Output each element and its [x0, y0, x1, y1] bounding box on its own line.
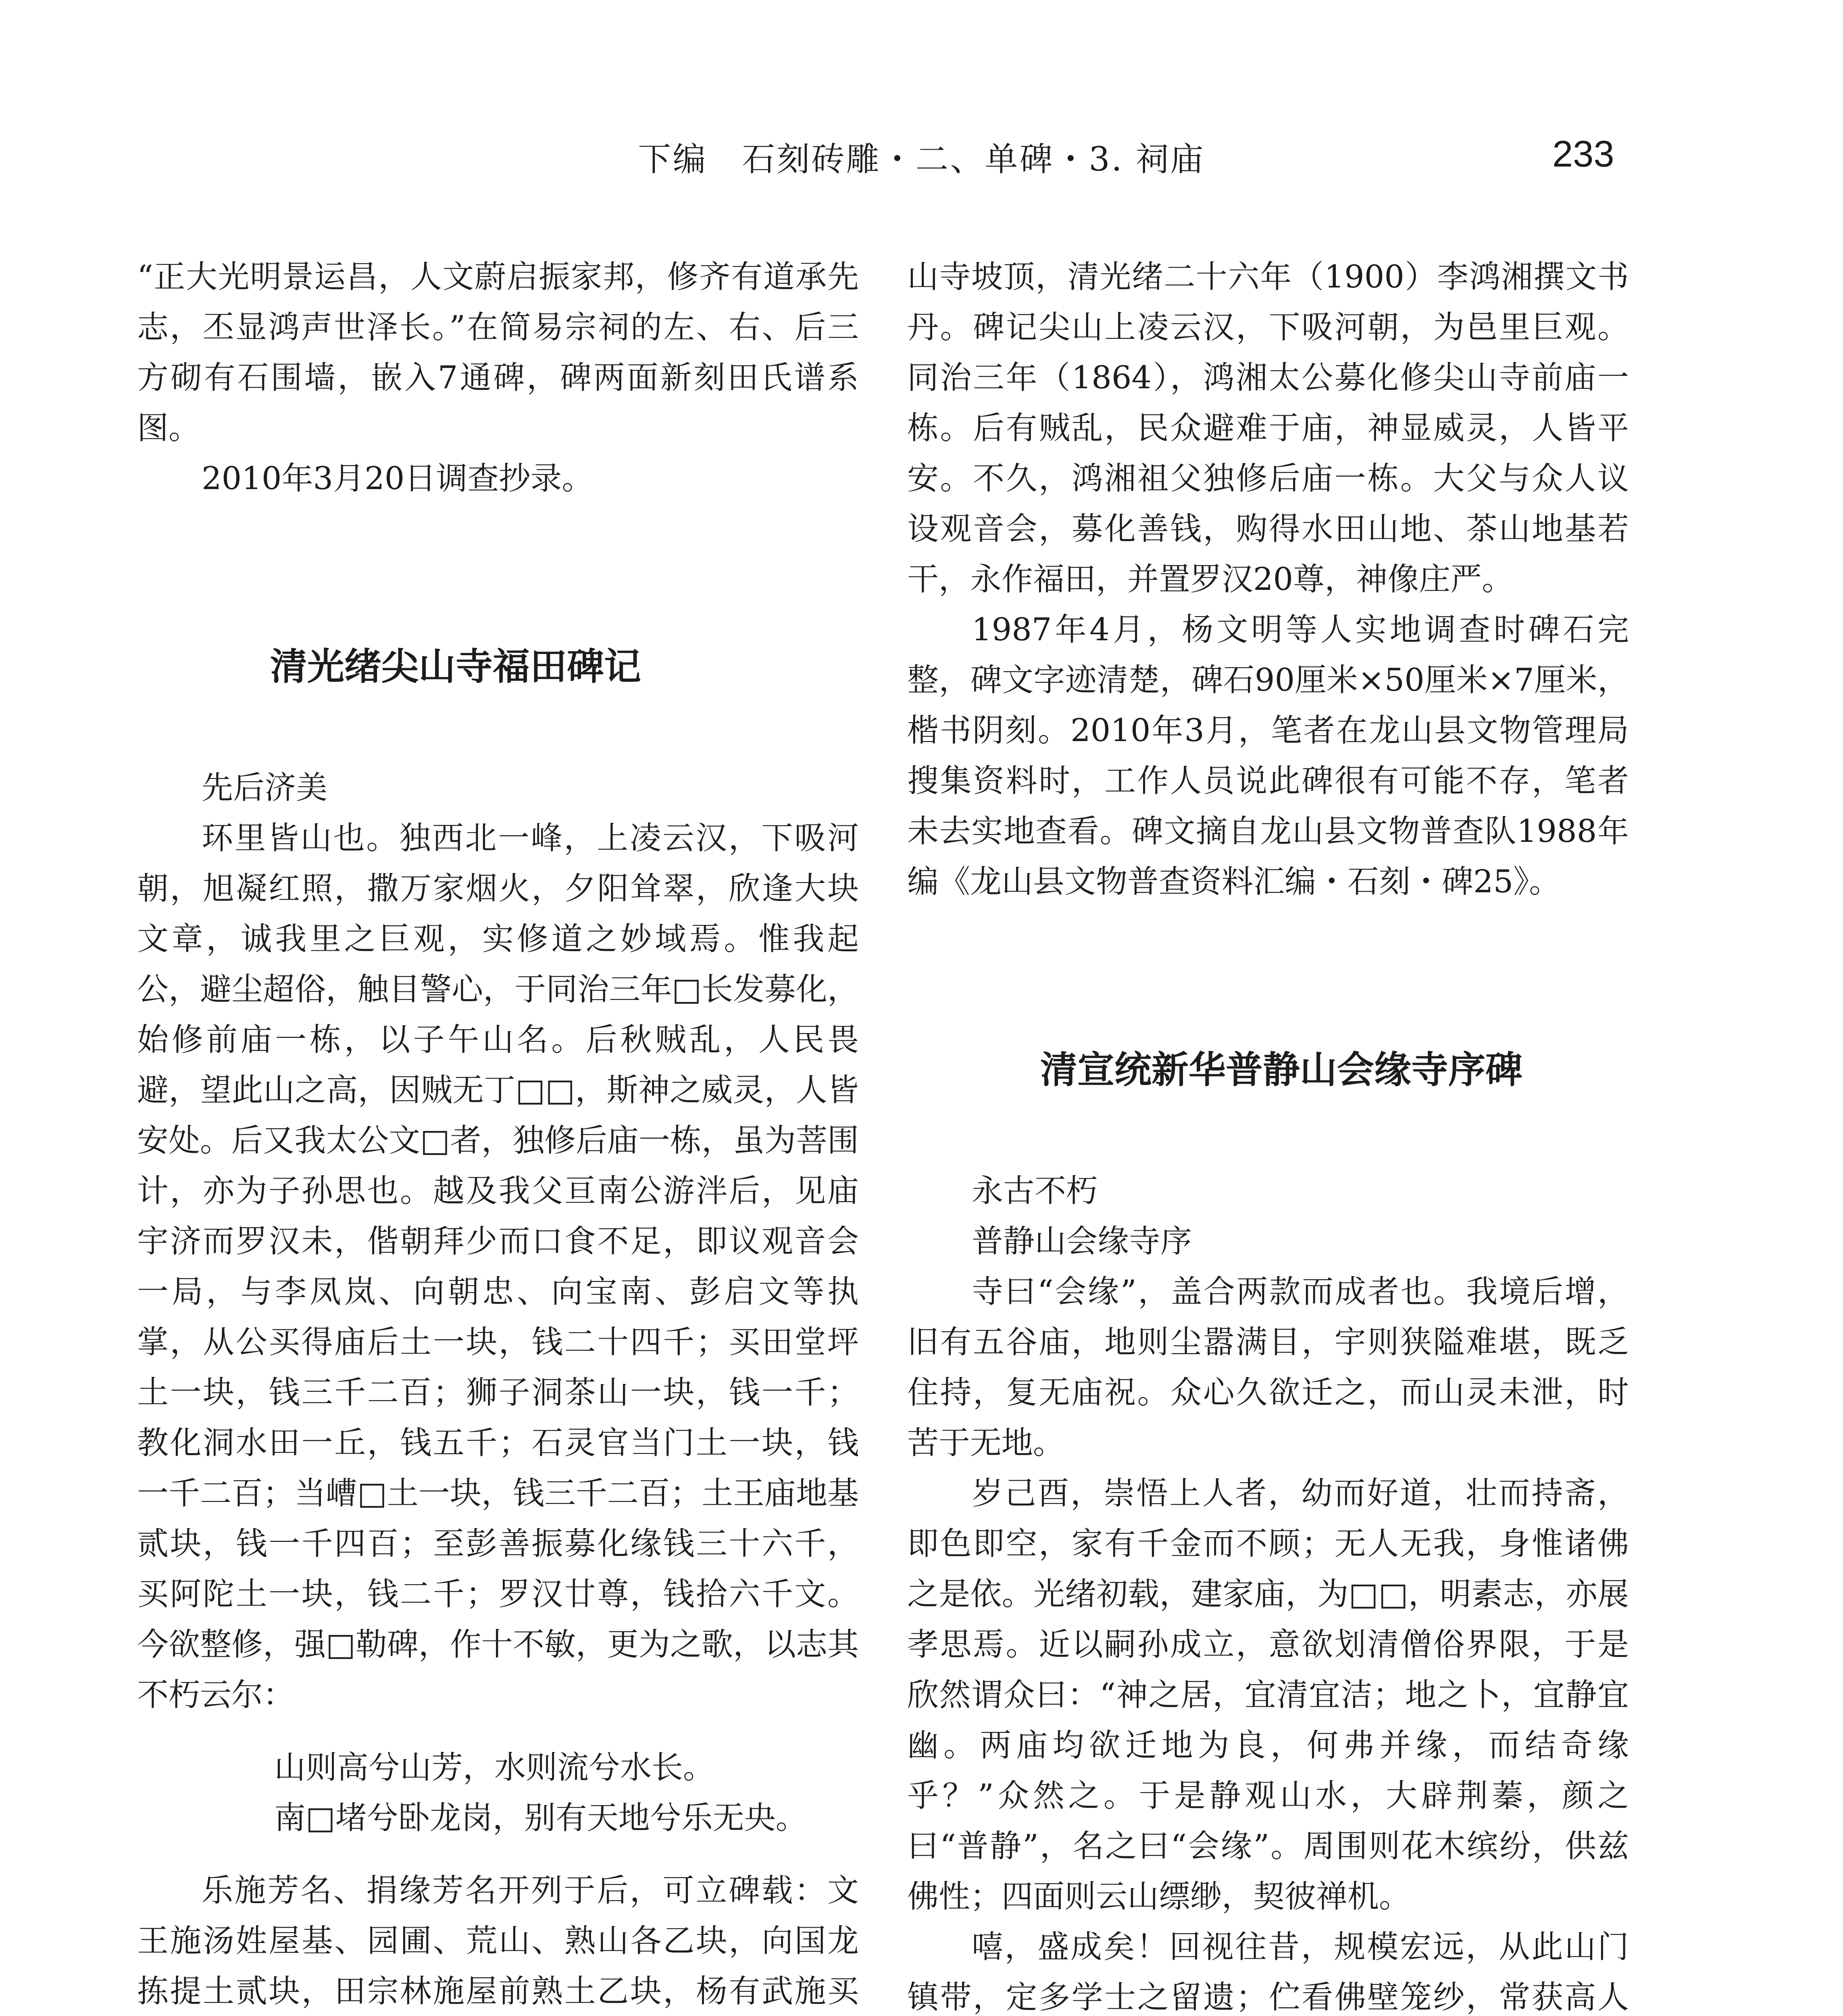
inscription-heading: 先后济美	[202, 770, 328, 806]
running-header: 下编 石刻砖雕・二、单碑・3. 祠庙	[638, 140, 1205, 179]
verse-line-1: 山则高兮山芳，水则流兮水长。	[274, 1749, 715, 1786]
section-title-huiyuan: 清宣统新华普静山会缘寺序碑	[1040, 1048, 1523, 1091]
left-column	[137, 252, 859, 2016]
intro-paragraph: “正大光明景运昌，人文蔚启振家邦，修齐有道承先志，丕显鸿声世泽长。”在简易宗祠的左、右、后三方砌有石围墙，嵌入7通碑，碑两面新刻田氏谱系图。	[137, 259, 859, 446]
page-number: 233	[1552, 133, 1614, 175]
inscription-heading-2: 普静山会缘寺序	[972, 1223, 1192, 1260]
preface-paragraph-1: 寺曰“会缘”，盖合两款而成者也。我境后增，旧有五谷庙，地则尘嚣满目，宇则狭隘难堪，既乏住持，复无庙祝。众心久欲迁之，而山灵未泄，时苦于无地。	[907, 1274, 1629, 1461]
preface-paragraph-3: 嘻，盛成矣！回视往昔，规模宏远，从此山门镇带，定多学士之留遗；伫看佛壁笼纱，常获高人	[907, 1929, 1629, 2016]
editor-note-continued: 山寺坡顶，清光绪二十六年（1900）李鸿湘撰文书丹。碑记尖山上凌云汉，下吸河朝，为邑里巨观。同治三年（1864），鸿湘太公募化修尖山寺前庙一栋。后有贼乱，民众避难于庙，神显威灵，人皆平安。不久，鸿湘祖父独修后庙一栋。大父与众人议设观音会，募化善钱，购得水田山地、茶山地基若干，永作福田，并置罗汉20尊，神像庄严。	[907, 259, 1629, 598]
verse-line-2: 南□堵兮卧龙岗，别有天地兮乐无央。	[274, 1800, 807, 1836]
survey-paragraph: 1987年4月，杨文明等人实地调查时碑石完整，碑文字迹清楚，碑石90厘米×50厘米×7厘米，楷书阴刻。2010年3月，笔者在龙山县文物管理局搜集资料时，工作人员说此碑很有可能不存，笔者未去实地查看。碑文摘自龙山县文物普查队1988年编《龙山县文物普查资料汇编・石刻・碑25》。	[907, 612, 1629, 900]
donors-paragraph: 乐施芳名、捐缘芳名开列于后，可立碑载：文王施汤姓屋基、园圃、荒山、熟山各乙块，向国龙拣提土贰块，田宗林施屋前熟土乙块，杨有武施买	[137, 1872, 859, 2010]
inscription-body: 环里皆山也。独西北一峰，上凌云汉，下吸河朝，旭凝红照，撒万家烟火，夕阳耸翠，欣逢大块文章，诚我里之巨观，实修道之妙域焉。惟我起公，避尘超俗，触目警心，于同治三年□长发募化，始修前庙一栋，以子午山名。后秋贼乱，人民畏避，望此山之高，因贼无丁□□，斯神之威灵，人皆安处。后又我太公文□者，独修后庙一栋，虽为菩围计，亦为子孙思也。越及我父亘南公游泮后，见庙宇济而罗汉未，偕朝拜少而口食不足，即议观音会一局，与李凤岚、向朝忠、向宝南、彭启文等执掌，从公买得庙后土一块，钱二十四千；买田堂坪土一块，钱三千二百；狮子洞茶山一块，钱一千；教化洞水田一丘，钱五千；石灵官当门土一块，钱一千二百；当嶆□土一块，钱三千二百；土王庙地基贰块，钱一千四百；至彭善振募化缘钱三十六千，买阿陀土一块，钱二千；罗汉廿尊，钱拾六千文。今欲整修，强□勒碑，作十不敏，更为之歌，以志其不朽云尔：	[137, 820, 859, 1713]
survey-note: 2010年3月20日调查抄录。	[202, 460, 594, 497]
right-column	[907, 252, 1629, 2016]
inscription-heading-1: 永古不朽	[972, 1173, 1098, 1209]
preface-paragraph-2: 岁己酉，崇悟上人者，幼而好道，壮而持斋，即色即空，家有千金而不顾；无人无我，身惟诸佛之是依。光绪初载，建家庙，为□□，明素志，亦展孝思焉。近以嗣孙成立，意欲划清僧俗界限，于是欣然谓众曰：“神之居，宜清宜洁；地之卜，宜静宜幽。两庙均欲迁地为良，何弗并缘，而结奇缘乎？”众然之。于是静观山水，大辟荆蓁，颜之曰“普静”，名之曰“会缘”。周围则花木缤纷，供兹佛性；四面则云山缥缈，契彼禅机。	[907, 1475, 1629, 1915]
section-title-jianshan: 清光绪尖山寺福田碑记	[270, 645, 641, 688]
